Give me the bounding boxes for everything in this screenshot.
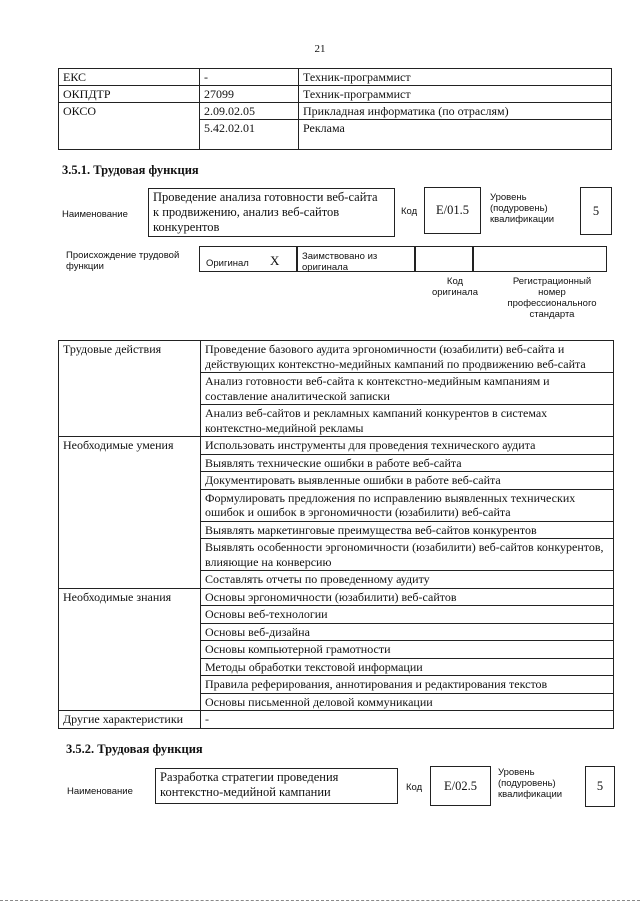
level-label-line: (подуровень) [498,778,556,789]
level-label-line: Уровень [498,767,535,778]
level-label [498,767,578,800]
level-label-line: Уровень [490,192,527,203]
origin-label [66,250,196,272]
table-cell: Формулировать предложения по исправлению выявленных технических ошибок и ошибок в эргономичности (юзабилити) веб-сайта [201,489,614,521]
function-code: E/02.5 [430,766,491,806]
category-knowledge: Необходимые знания [59,588,201,711]
table-row [59,86,612,103]
caption-line: профессионального [507,298,597,309]
table-cell: Основы письменной деловой коммуникации [201,693,614,711]
table-row [59,69,612,86]
section-title: 3.5.2. Трудовая функция [66,742,203,756]
table-row [59,437,614,455]
classifier-code: 5.42.02.01 [200,120,299,150]
table-row [59,711,614,729]
function-name-line: Проведение анализа готовности веб-сайта [153,190,378,204]
origin-borrowed-label [302,251,412,273]
origin-original-label: Оригинал [206,258,249,269]
classifier-title: Прикладная информатика (по отраслям) [299,103,612,120]
classifier-title: Техник-программист [299,86,612,103]
table-cell: Выявлять особенности эргономичности (юзабилити) веб-сайтов конкурентов, влияющие на конверсию [201,539,614,571]
code-label: Код [406,782,423,793]
name-label: Наименование [67,786,133,797]
table-row [59,341,614,373]
page-edge-rule [0,900,640,901]
level-label-line: квалификации [498,789,563,800]
classifier-title: Реклама [299,120,612,150]
classifier-code: 2.09.02.05 [200,103,299,120]
code-label: Код [401,206,418,217]
function-name-line: Разработка стратегии проведения [160,770,339,784]
caption-line: номер [538,287,566,298]
function-name-line: конкурентов [153,220,220,234]
table-cell: Правила реферирования, аннотирования и редактирования текстов [201,676,614,694]
name-label: Наименование [62,209,128,220]
category-actions: Трудовые действия [59,341,201,437]
qualification-level: 5 [585,766,615,807]
origin-reg-caption [497,276,607,320]
classifier-table [58,68,612,150]
level-label-line: квалификации [490,214,555,225]
table-cell: Основы веб-дизайна [201,623,614,641]
origin-borrowed-line: оригинала [302,262,349,273]
table-cell: Анализ готовности веб-сайта к контекстно-медийным кампаниям и составление аналитической записки [201,373,614,405]
table-cell: Выявлять маркетинговые преимущества веб-сайтов конкурентов [201,521,614,539]
origin-code-caption [422,276,488,298]
level-label [490,192,570,225]
classifier-name: ОКПДТР [59,86,200,103]
table-cell: Основы эргономичности (юзабилити) веб-сайтов [201,588,614,606]
caption-line: Код [446,276,464,287]
category-skills: Необходимые умения [59,437,201,589]
caption-line: Регистрационный [512,276,592,287]
table-cell: Документировать выявленные ошибки в работе веб-сайта [201,472,614,490]
function-name-line: к продвижению, анализ веб-сайтов [153,205,340,219]
table-cell: Анализ веб-сайтов и рекламных кампаний конкурентов в системах контекстно-медийной рекламы [201,405,614,437]
origin-borrowed-line: Заимствовано из [302,251,378,262]
classifier-name: ЕКС [59,69,200,86]
function-name-line: контекстно-медийной кампании [160,785,331,799]
caption-line: стандарта [529,309,575,320]
origin-mark: X [270,253,280,268]
table-cell: - [201,711,614,729]
caption-line: оригинала [431,287,478,298]
section-title: 3.5.1. Трудовая функция [62,163,199,177]
table-cell: Составлять отчеты по проведенному аудиту [201,571,614,589]
level-label-line: (подуровень) [490,203,548,214]
table-row [59,103,612,120]
classifier-code: - [200,69,299,86]
function-name-box [148,188,395,237]
origin-code-cell [415,246,473,272]
qualification-level: 5 [580,187,612,235]
table-cell: Использовать инструменты для проведения технического аудита [201,437,614,455]
classifier-name: ОКСО [59,103,200,150]
function-name-box [155,768,398,804]
function-code: E/01.5 [424,187,481,234]
origin-label-line: функции [66,261,104,272]
function-table [58,340,614,729]
table-cell: Основы компьютерной грамотности [201,641,614,659]
table-cell: Выявлять технические ошибки в работе веб-сайта [201,454,614,472]
page-number: 21 [314,43,326,55]
category-other: Другие характеристики [59,711,201,729]
table-row [59,588,614,606]
origin-reg-cell [473,246,607,272]
table-cell: Проведение базового аудита эргономичности (юзабилити) веб-сайта и действующих контекстно-медийных кампаний по продвижению веб-сайта [201,341,614,373]
table-cell: Основы веб-технологии [201,606,614,624]
table-cell: Методы обработки текстовой информации [201,658,614,676]
origin-label-line: Происхождение трудовой [66,250,180,261]
classifier-title: Техник-программист [299,69,612,86]
classifier-code: 27099 [200,86,299,103]
